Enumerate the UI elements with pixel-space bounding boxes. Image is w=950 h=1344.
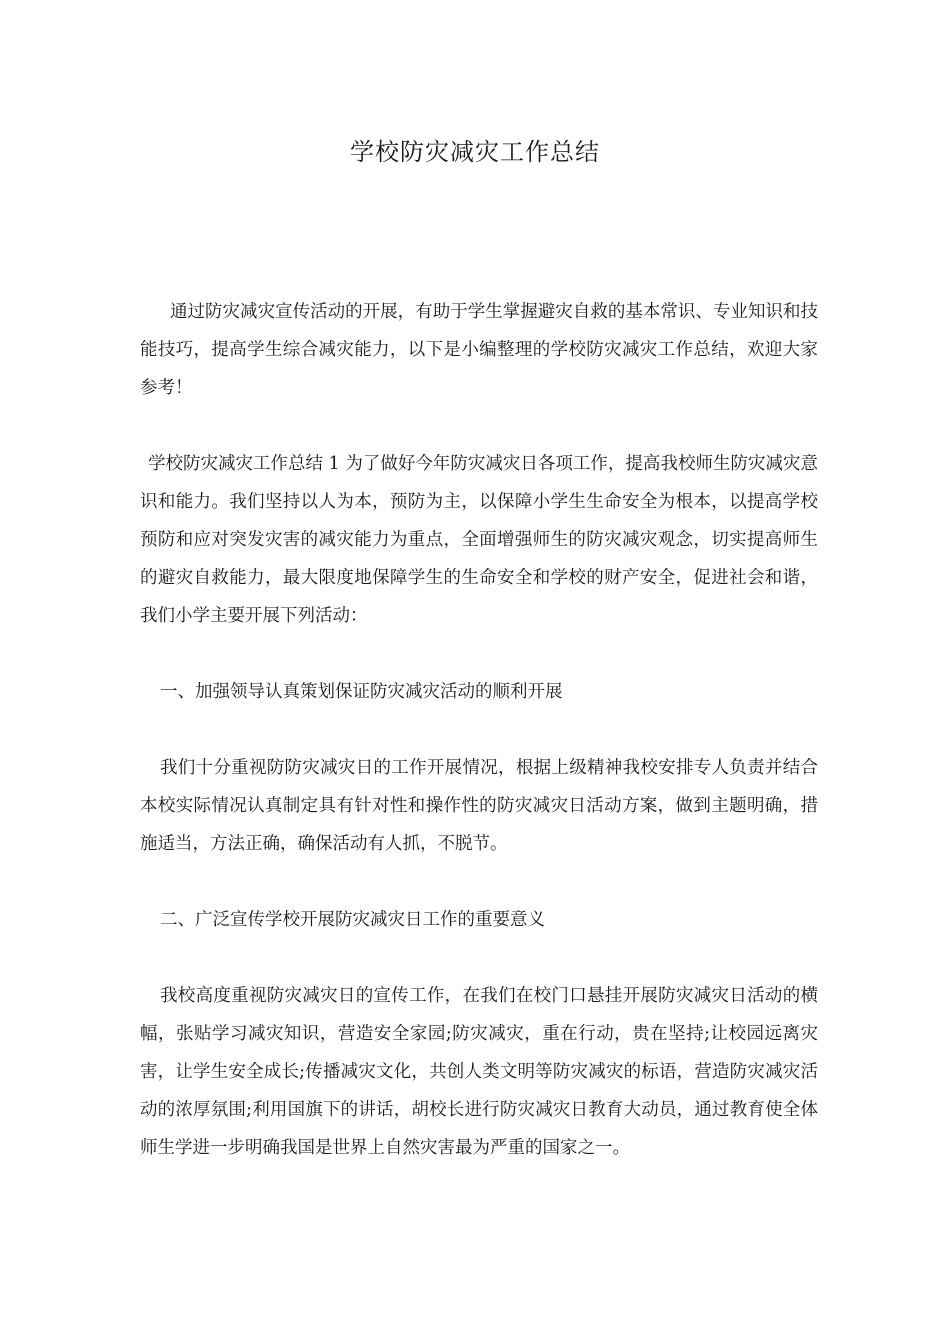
document-title: 学校防灾减灾工作总结 bbox=[350, 138, 600, 166]
section-body-2: 我校高度重视防灾减灾日的宣传工作，在我们在校门口悬挂开展防灾减灾日活动的横幅，张贴学习减灾知识，营造安全家园;防灾减灾，重在行动，贵在坚持;让校园远离灾害，让学生安全成长;传播减灾文化，共创人类文明等防灾减灾的标语，营造防灾减灾活动的浓厚氛围;利用国旗下的讲话，胡校长进行防灾减灾日教育大动员，通过教育使全体师生学进一步明确我国是世界上自然灾害最为严重的国家之一。 bbox=[140, 986, 818, 1158]
section-body-1: 我们十分重视防防灾减灾日的工作开展情况，根据上级精神我校安排专人负责并结合本校实际情况认真制定具有针对性和操作性的防灾减灾日活动方案，做到主题明确，措施适当，方法正确，确保活动有人抓，不脱节。 bbox=[140, 758, 818, 854]
section-heading-2: 二、广泛宣传学校开展防灾减灾日工作的重要意义 bbox=[160, 910, 545, 930]
document-body bbox=[140, 293, 818, 1205]
intro-paragraph: 通过防灾减灾宣传活动的开展，有助于学生掌握避灾自救的基本常识、专业知识和技能技巧，提高学生综合减灾能力，以下是小编整理的学校防灾减灾工作总结，欢迎大家参考！ bbox=[140, 302, 818, 398]
summary-1-paragraph: 学校防灾减灾工作总结 1 为了做好今年防灾减灾日各项工作，提高我校师生防灾减灾意识和能力。我们坚持以人为本，预防为主，以保障小学生生命安全为根本，以提高学校预防和应对突发灾害的减灾能力为重点，全面增强师生的防灾减灾观念，切实提高师生的避灾自救能力，最大限度地保障学生的生命安全和学校的财产安全，促进社会和谐，我们小学主要开展下列活动： bbox=[140, 454, 818, 626]
section-heading-1: 一、加强领导认真策划保证防灾减灾活动的顺利开展 bbox=[160, 682, 563, 702]
